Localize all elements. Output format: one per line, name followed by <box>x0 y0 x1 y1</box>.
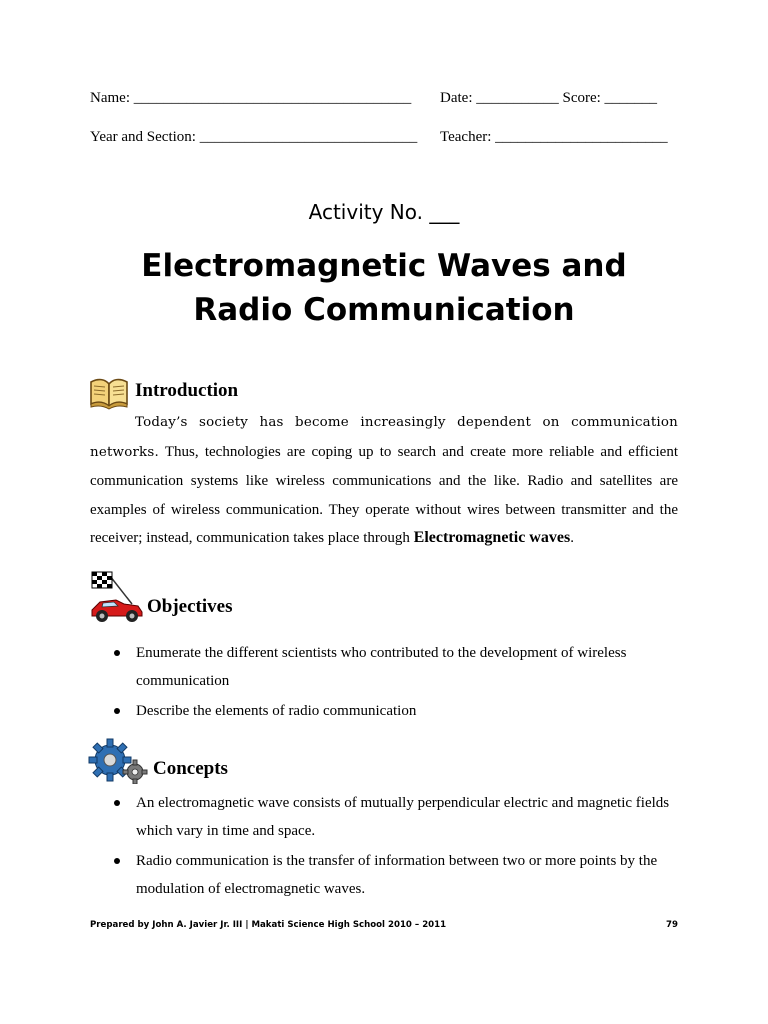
intro-body-text: Thus, technologies are coping up to search and create more reliable and efficient communication systems like wireless communications and the like. Radio and satellites are examples of wireless communication. They operate without wires between transmitter and the receiver; instead, communication takes place through <box>90 443 678 546</box>
page-title <box>0 244 768 332</box>
intro-end-text: . <box>570 530 574 546</box>
intro-emphasis-text: Electromagnetic waves <box>413 529 571 546</box>
footer-credit: Prepared by John A. Javier Jr. III | Makati Science High School 2010 – 2011 <box>90 920 447 930</box>
name-field-label: Name: _____________________________________ <box>90 90 412 106</box>
teacher-field-label: Teacher: _______________________ <box>440 129 668 145</box>
list-item: Radio communication is the transfer of information between two or more points by the modulation of electromagnetic waves. <box>110 847 680 903</box>
title-line-1: Electromagnetic Waves and <box>141 248 627 284</box>
introduction-heading: Introduction <box>135 380 239 401</box>
page-number: 79 <box>666 920 678 930</box>
activity-number: Activity No. ___ <box>308 200 460 224</box>
date-score-field-label: Date: ___________ Score: _______ <box>440 90 658 106</box>
page-footer <box>90 920 678 930</box>
objectives-heading: Objectives <box>147 596 233 617</box>
list-item: Describe the elements of radio communication <box>110 697 680 725</box>
year-section-field-label: Year and Section: _____________________________ <box>90 129 418 145</box>
intro-first-sentence: Today’s society has become increasingly dependent on communication networks. <box>90 415 678 460</box>
concepts-list <box>110 789 680 905</box>
title-line-2: Radio Communication <box>193 292 575 328</box>
list-item: An electromagnetic wave consists of mutually perpendicular electric and magnetic fields which vary in time and space. <box>110 789 680 845</box>
introduction-paragraph <box>90 408 678 553</box>
objectives-list <box>110 639 680 727</box>
concepts-heading: Concepts <box>153 758 228 779</box>
gears-icon <box>88 738 148 784</box>
list-item: Enumerate the different scientists who contributed to the development of wireless communication <box>110 639 680 695</box>
open-book-icon <box>88 376 130 410</box>
race-car-flag-icon <box>88 570 146 624</box>
